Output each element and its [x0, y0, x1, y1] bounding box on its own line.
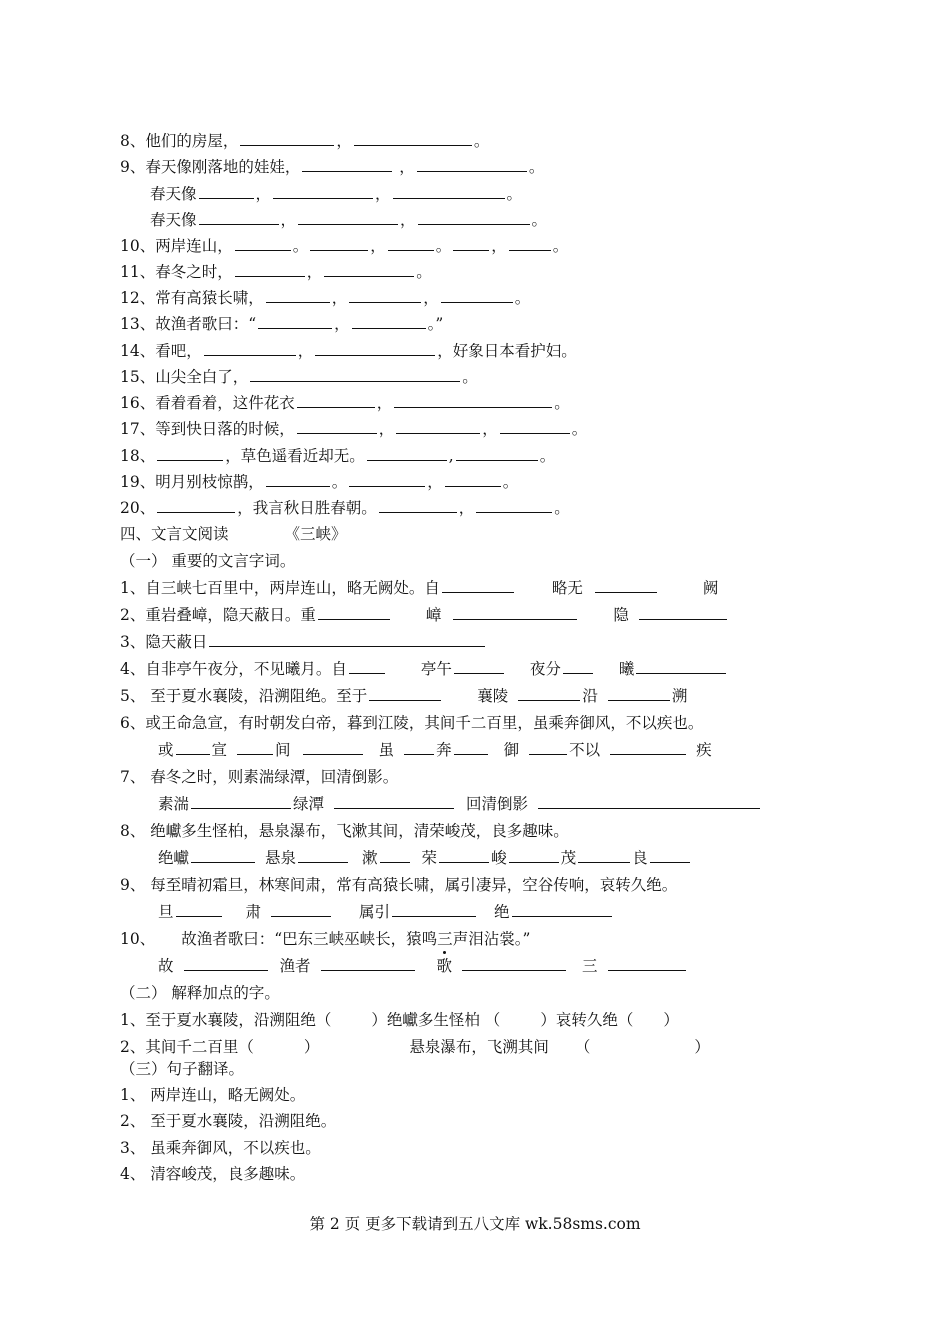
blank[interactable]	[538, 794, 760, 809]
section-heading: 四、文言文阅读 《三峡》	[120, 525, 347, 543]
line-12: 12、常有高猿长啸， ， ， 。	[120, 289, 531, 307]
line-15: 15、山尖全白了， 。	[120, 368, 478, 386]
blank[interactable]	[250, 367, 460, 382]
blank[interactable]	[235, 236, 291, 251]
blank[interactable]	[191, 794, 291, 809]
blank[interactable]	[509, 236, 551, 251]
page-footer: 第 2 页 更多下载请到五八文库 wk.58sms.com	[309, 1215, 641, 1233]
blank[interactable]	[509, 848, 559, 863]
blank[interactable]	[199, 210, 279, 225]
blank[interactable]	[176, 902, 222, 917]
line-9b: 春天像 ， ， 。	[150, 211, 548, 229]
line-11: 11、春冬之时， ， 。	[120, 263, 432, 281]
part-heading-2: （二） 解释加点的字。	[120, 984, 280, 1002]
line-18: 18、 ，草色遥看近却无。 , 。	[120, 447, 556, 465]
blank[interactable]	[352, 314, 426, 329]
blank[interactable]	[303, 740, 363, 755]
blank[interactable]	[388, 236, 434, 251]
translate-2: 2、 至于夏水襄陵，沿溯阻绝。	[120, 1112, 337, 1130]
question-2: 2、重岩叠嶂，隐天蔽日。重 嶂 隐	[120, 604, 729, 626]
part-heading-3: （三）句子翻译。	[120, 1060, 245, 1078]
line-20: 20、 ，我言秋日胜春朝。 ， 。	[120, 499, 570, 517]
line-8: 8、他们的房屋， ， 。	[120, 132, 490, 150]
line-13: 13、故渔者歌曰：“ ， 。”	[120, 315, 444, 333]
question-1: 1、自三峡七百里中，两岸连山，略无阙处。自 略无 阙	[120, 579, 719, 597]
blank[interactable]	[354, 131, 472, 146]
question-9-blanks: 旦 肃 属引 绝	[158, 901, 614, 923]
blank[interactable]	[608, 686, 670, 701]
line-17: 17、等到快日落的时候， ， ， 。	[120, 420, 588, 438]
question-10-blanks: 故 渔者 歌 三	[158, 955, 688, 977]
blank[interactable]	[476, 498, 552, 513]
blank[interactable]	[157, 498, 235, 513]
blank[interactable]	[369, 686, 441, 701]
blank[interactable]	[349, 288, 421, 303]
blank[interactable]	[237, 740, 273, 755]
blank[interactable]	[394, 393, 552, 408]
blank[interactable]	[636, 659, 726, 674]
blank[interactable]	[297, 393, 375, 408]
blank[interactable]	[441, 288, 513, 303]
question-8-blanks: 绝巘 悬泉 漱 荣 峻 茂 良	[158, 847, 692, 869]
blank[interactable]	[529, 740, 567, 755]
part-heading: （一） 重要的文言字词。	[120, 552, 296, 570]
blank[interactable]	[298, 848, 348, 863]
blank[interactable]	[563, 659, 593, 674]
question-6: 6、或王命急宣，有时朝发白帝，暮到江陵，其间千二百里，虽乘奔御风，不以疾也。	[120, 714, 704, 732]
line-16: 16、看着看着，这件花衣 ， 。	[120, 394, 570, 412]
blank[interactable]	[321, 956, 415, 971]
blank[interactable]	[273, 184, 373, 199]
blank[interactable]	[639, 605, 727, 620]
blank[interactable]	[462, 956, 566, 971]
blank[interactable]	[266, 472, 330, 487]
blank[interactable]	[302, 157, 392, 172]
question-6-blanks: 或 宣 间 虽 奔 御 不以 疾	[158, 741, 712, 759]
explain-1: 1、至于夏水襄陵，沿溯阻绝（ ）绝巘多生怪柏 （ ）哀转久绝（ ）	[120, 1011, 679, 1029]
blank[interactable]	[240, 131, 334, 146]
question-7: 7、 春冬之时，则素湍绿潭，回清倒影。	[120, 768, 399, 786]
blank[interactable]	[199, 184, 254, 199]
blank[interactable]	[298, 210, 398, 225]
blank[interactable]	[453, 236, 489, 251]
blank[interactable]	[271, 902, 331, 917]
blank[interactable]	[266, 288, 330, 303]
blank[interactable]	[417, 157, 527, 172]
blank[interactable]	[310, 236, 368, 251]
blank[interactable]	[191, 848, 255, 863]
explain-2: 2、其间千二百里（ ） 悬泉瀑布，飞溯其间 （ ）	[120, 1038, 710, 1056]
blank[interactable]	[404, 740, 434, 755]
question-10: 10、 故渔者歌曰：“巴东三峡巫峡长，猿鸣三声泪沾裳。”	[120, 930, 531, 948]
blank[interactable]	[500, 419, 570, 434]
blank[interactable]	[209, 632, 485, 647]
blank[interactable]	[453, 605, 577, 620]
line-10: 10、两岸连山， 。 ， 。 ， 。	[120, 237, 569, 255]
blank[interactable]	[349, 472, 425, 487]
line-9: 9、春天像刚落地的娃娃， ， 。	[120, 158, 545, 176]
line-14: 14、看吧， ， ，好象日本看护妇。	[120, 342, 577, 360]
blank[interactable]	[367, 446, 447, 461]
blank[interactable]	[608, 956, 686, 971]
blank[interactable]	[518, 686, 580, 701]
blank[interactable]	[456, 446, 538, 461]
blank[interactable]	[595, 578, 657, 593]
blank[interactable]	[379, 498, 457, 513]
question-3: 3、隐天蔽日	[120, 631, 487, 653]
translate-3: 3、 虽乘奔御风，不以疾也。	[120, 1139, 321, 1157]
blank[interactable]	[380, 848, 410, 863]
blank[interactable]	[454, 659, 504, 674]
question-8: 8、 绝巘多生怪柏，悬泉瀑布，飞漱其间，清荣峻茂，良多趣味。	[120, 822, 569, 840]
blank[interactable]	[418, 210, 530, 225]
blank[interactable]	[578, 848, 630, 863]
blank[interactable]	[334, 794, 454, 809]
blank[interactable]	[349, 659, 385, 674]
blank[interactable]	[610, 740, 686, 755]
blank[interactable]	[204, 341, 296, 356]
blank[interactable]	[392, 902, 476, 917]
blank[interactable]	[396, 419, 480, 434]
line-19: 19、明月别枝惊鹊， 。 ， 。	[120, 473, 519, 491]
question-4: 4、自非亭午夜分，不见曦月。自 亭午 夜分 曦	[120, 658, 728, 680]
translate-1: 1、 两岸连山，略无阙处。	[120, 1086, 306, 1104]
blank[interactable]	[650, 848, 690, 863]
blank[interactable]	[176, 740, 210, 755]
blank[interactable]	[318, 605, 390, 620]
blank[interactable]	[512, 902, 612, 917]
question-5: 5、 至于夏水襄陵，沿溯阻绝。至于 襄陵 沿 溯	[120, 687, 688, 705]
blank[interactable]	[454, 740, 488, 755]
blank[interactable]	[439, 848, 489, 863]
blank[interactable]	[442, 578, 514, 593]
blank[interactable]	[157, 446, 223, 461]
line-9a: 春天像 ， ， 。	[150, 185, 523, 203]
blank[interactable]	[324, 262, 414, 277]
question-9: 9、 每至晴初霜旦，林寒间肃，常有高猿长啸，属引凄异，空谷传响，哀转久绝。	[120, 876, 678, 894]
question-7-blanks: 素湍 绿潭 回清倒影	[158, 793, 762, 815]
blank[interactable]	[445, 472, 501, 487]
blank[interactable]	[315, 341, 435, 356]
blank[interactable]	[235, 262, 305, 277]
blank[interactable]	[258, 314, 332, 329]
blank[interactable]	[297, 419, 377, 434]
blank[interactable]	[393, 184, 505, 199]
translate-4: 4、 清容峻茂，良多趣味。	[120, 1165, 306, 1183]
blank[interactable]	[184, 956, 268, 971]
